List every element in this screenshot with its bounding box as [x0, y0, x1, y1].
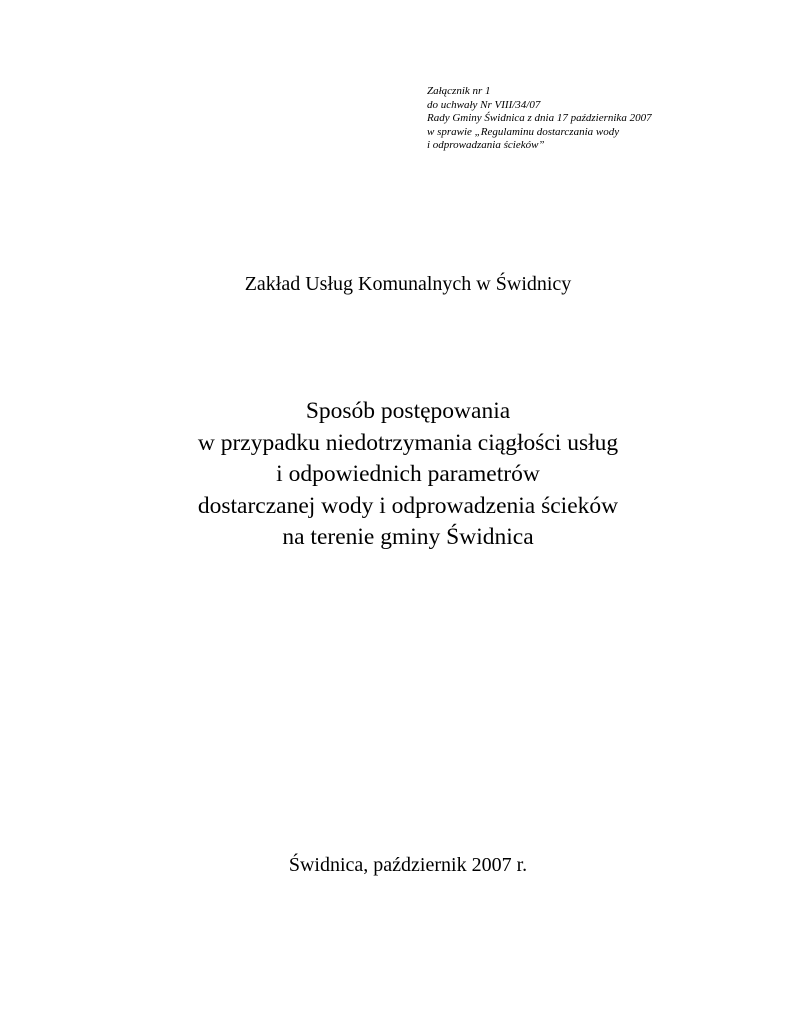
place-and-date: Świdnica, październik 2007 r. [288, 854, 528, 876]
annex-line: w sprawie „Regulaminu dostarczania wody [427, 125, 620, 138]
annex-line: i odprowadzania ścieków” [427, 139, 545, 151]
institution-name: Zakład Usług Komunalnych w Świdnicy [244, 273, 572, 295]
title-line: dostarczanej wody i odprowadzenia ścieków [197, 492, 619, 519]
title-line: w przypadku niedotrzymania ciągłości usług [197, 429, 619, 456]
annex-note [427, 85, 652, 153]
title-line: Sposób postępowania [305, 398, 511, 424]
annex-line: do uchwały Nr VIII/34/07 [427, 98, 541, 111]
title-line: na terenie gminy Świdnica [282, 524, 534, 550]
annex-line: Załącznik nr 1 [427, 85, 491, 97]
annex-line: Rady Gminy Świdnica z dnia 17 października 2007 [427, 112, 652, 124]
title-line: i odpowiednich parametrów [276, 461, 540, 487]
document-title [0, 396, 791, 554]
